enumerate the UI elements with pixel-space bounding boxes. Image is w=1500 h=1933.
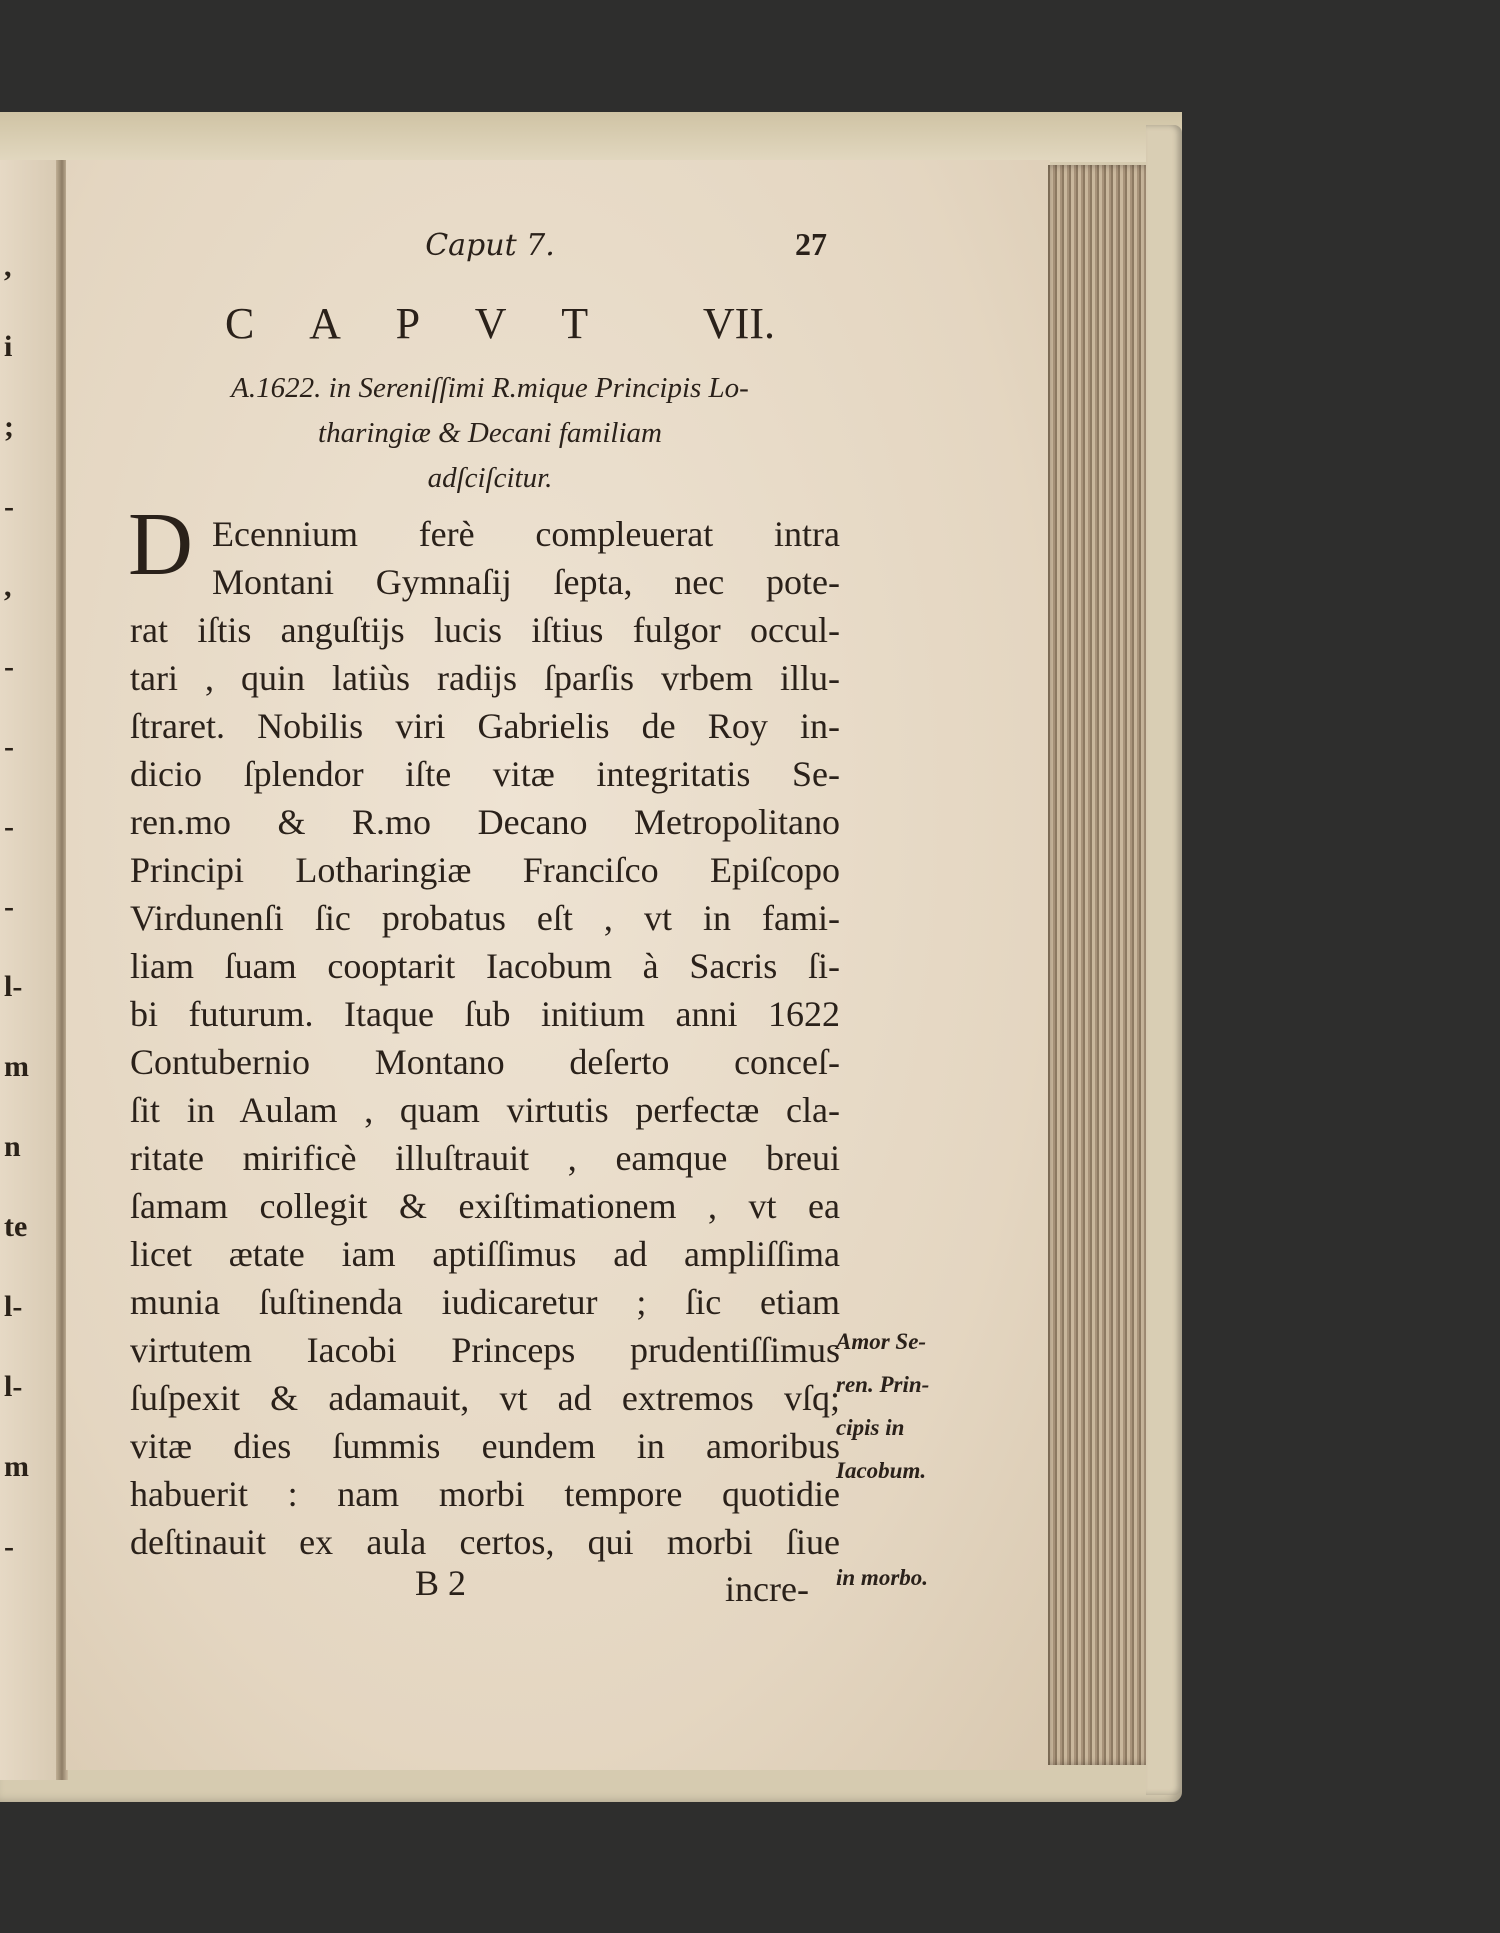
- chapter-title-letter: P: [395, 299, 421, 348]
- margin-note-morbo: [836, 1556, 928, 1599]
- catchword: incre-: [725, 1569, 809, 1609]
- page-number: 27: [795, 226, 827, 262]
- body-text: [130, 510, 840, 1566]
- body-line: habuerit : nam morbi tempore quotidie: [130, 1474, 840, 1514]
- signature-mark: B 2: [415, 1563, 467, 1603]
- left-page-fragment: ,: [4, 570, 12, 603]
- summary-line: tharingiæ & Decani familiam: [318, 417, 662, 449]
- left-page-fragment: -: [4, 1530, 14, 1563]
- body-line: tari , quin latiùs radijs ſparſis vrbem illu-: [130, 658, 840, 698]
- body-line: Principi Lotharingiæ Franciſco Epiſcopo: [130, 850, 840, 890]
- left-page-fragment: ;: [4, 410, 14, 443]
- margin-note-amor: [836, 1320, 929, 1492]
- drop-cap: D: [128, 495, 193, 594]
- chapter-summary: [140, 366, 840, 501]
- body-line: ſamam collegit & exiſtimationem , vt ea: [130, 1186, 840, 1226]
- chapter-number: VII.: [702, 299, 775, 348]
- left-page-fragment: l-: [4, 1290, 23, 1323]
- body-line: ſuſpexit & adamauit, vt ad extremos vſq;: [130, 1378, 840, 1418]
- margin-note-line: in morbo.: [836, 1565, 929, 1590]
- left-page-fragment: te: [4, 1210, 28, 1243]
- chapter-title-letter: C: [225, 299, 255, 348]
- margin-note-line: Iacobum.: [836, 1458, 927, 1483]
- body-line: rat iſtis anguſtijs lucis iſtius fulgor occul-: [130, 610, 840, 650]
- summary-line: adſciſcitur.: [427, 462, 553, 494]
- margin-note-line: cipis in: [836, 1415, 905, 1440]
- left-page-fragment: n: [4, 1130, 21, 1163]
- chapter-title-letter: T: [561, 299, 589, 348]
- body-line: ſtraret. Nobilis viri Gabrielis de Roy in-: [130, 706, 840, 746]
- left-page-fragment: m: [4, 1450, 29, 1483]
- left-page-fragment: -: [4, 730, 14, 763]
- body-line: vitæ dies ſummis eundem in amoribus: [130, 1426, 840, 1466]
- page-fore-edge: [1048, 165, 1148, 1765]
- cover-top-edge: [0, 112, 1182, 162]
- left-page-fragment: m: [4, 1050, 29, 1083]
- body-line: bi futurum. Itaque ſub initium anni 1622: [130, 994, 840, 1034]
- body-line: virtutem Iacobi Princeps prudentiſſimus: [130, 1330, 840, 1370]
- chapter-title-letter: A: [309, 299, 341, 348]
- body-line: liam ſuam cooptarit Iacobum à Sacris ſi-: [130, 946, 840, 986]
- left-page-fragment: l-: [4, 1370, 23, 1403]
- body-line: dicio ſplendor iſte vitæ integritatis Se-: [130, 754, 840, 794]
- body-line: munia ſuſtinenda iudicaretur ; ſic etiam: [130, 1282, 840, 1322]
- body-line: Virdunenſi ſic probatus eſt , vt in fami-: [130, 898, 840, 938]
- left-page-fragment: -: [4, 490, 14, 523]
- running-head: Caput 7.: [425, 228, 555, 263]
- body-line: ren.mo & R.mo Decano Metropolitano: [130, 802, 840, 842]
- chapter-title-letter: V: [474, 299, 507, 348]
- body-line: Montani Gymnaſij ſepta, nec pote-: [212, 562, 840, 602]
- chapter-title: [225, 298, 775, 349]
- summary-line: A.1622. in Sereniſſimi R.mique Principis Lo-: [231, 372, 749, 404]
- left-page-fragment: ,: [4, 250, 12, 283]
- margin-note-line: Amor Se-: [836, 1329, 927, 1354]
- body-line: licet ætate iam aptiſſimus ad ampliſſima: [130, 1234, 840, 1274]
- cover-right-edge: [1146, 125, 1182, 1795]
- body-line: ſit in Aulam , quam virtutis perfectæ cla-: [130, 1090, 840, 1130]
- body-line: ritate mirificè illuſtrauit , eamque breui: [130, 1138, 840, 1178]
- left-page-fragment: -: [4, 810, 14, 843]
- left-page-fragment: -: [4, 890, 14, 923]
- body-line: deſtinauit ex aula certos, qui morbi ſiue: [130, 1522, 840, 1562]
- margin-note-line: ren. Prin-: [836, 1372, 930, 1397]
- left-page-fragment: -: [4, 650, 14, 683]
- left-page-fragment: i: [4, 330, 13, 363]
- left-page-fragment: l-: [4, 970, 23, 1003]
- body-line: Ecennium ferè compleuerat intra: [212, 514, 840, 554]
- body-line: Contubernio Montano deſerto conceſ-: [130, 1042, 840, 1082]
